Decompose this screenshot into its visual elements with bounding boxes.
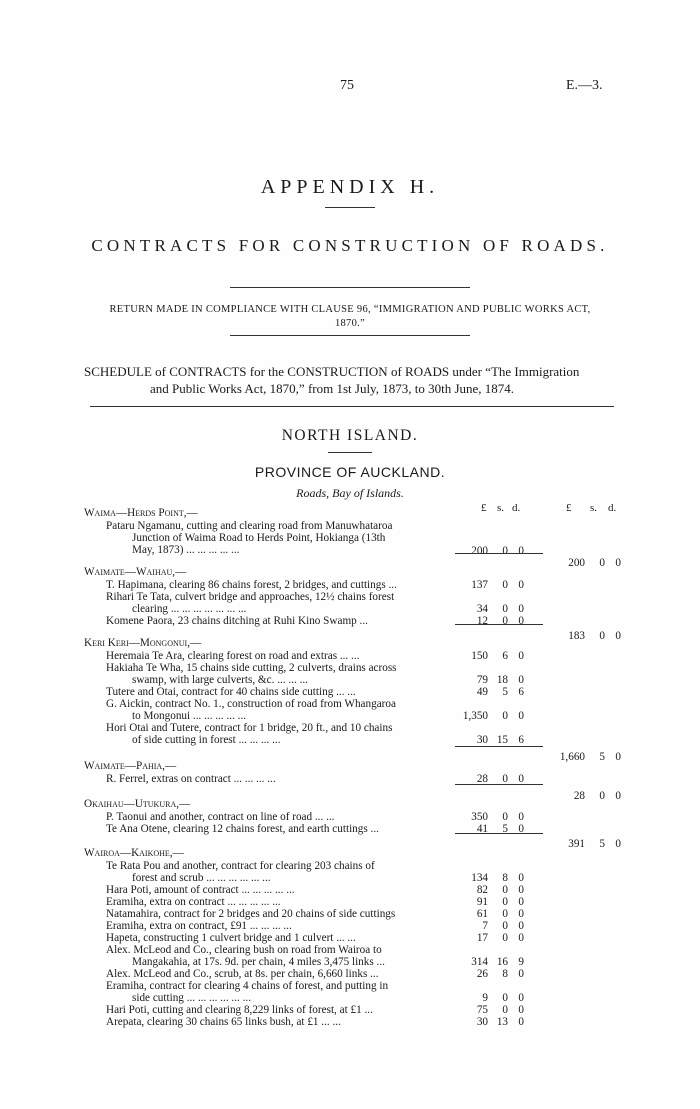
subsection-heading: Roads, Bay of Islands. [296, 486, 404, 500]
section-rule [455, 624, 543, 625]
contract-line: Hapeta, constructing 1 culvert bridge and 1 culvert ... ... [106, 932, 356, 944]
contract-line: Komene Paora, 23 chains ditching at Ruhi Kino Swamp ... [106, 615, 368, 627]
island-heading: NORTH ISLAND. [281, 427, 419, 444]
amount-pence: 6 [518, 734, 524, 746]
amount-pounds: 34 [476, 603, 488, 615]
amount-pounds: 82 [476, 884, 488, 896]
currency-pounds-1: £ [481, 502, 487, 514]
section-rule [455, 553, 543, 554]
amount-shillings: 5 [599, 838, 605, 850]
amount-shillings: 0 [502, 884, 508, 896]
contract-line: Hari Poti, cutting and clearing 8,229 links of forest, at £1 ... [106, 1004, 373, 1016]
amount-pounds: 9 [482, 992, 488, 1004]
section-rule [455, 833, 543, 834]
page-number: 75 [340, 78, 354, 93]
contract-line: Arepata, clearing 30 chains 65 links bush, at £1 ... ... [106, 1016, 341, 1028]
contract-line: clearing ... ... ... ... ... ... ... [132, 603, 247, 615]
contract-line: Eramiha, extra on contract, £91 ... ... ... ... [106, 920, 292, 932]
contract-line: Alex. McLeod and Co., scrub, at 8s. per chain, 6,660 links ... [106, 968, 379, 980]
amount-pounds: 350 [471, 811, 488, 823]
contract-line: forest and scrub ... ... ... ... ... ... [132, 872, 271, 884]
section-heading: Keri Keri—Mongonui,— [84, 637, 202, 649]
amount-shillings: 0 [502, 545, 508, 557]
amount-shillings: 0 [502, 896, 508, 908]
amount-pence: 6 [518, 686, 524, 698]
contract-line: of side cutting in forest ... ... ... ... [132, 734, 281, 746]
amount-pence: 0 [518, 932, 524, 944]
amount-pence: 0 [518, 872, 524, 884]
amount-pence: 0 [518, 908, 524, 920]
amount-pence: 0 [615, 557, 621, 569]
contract-line: Tutere and Otai, contract for 40 chains side cutting ... ... [106, 686, 356, 698]
section-heading: Okaihau—Utukura,— [84, 798, 191, 810]
amount-shillings: 0 [502, 773, 508, 785]
amount-pounds: 1,350 [462, 710, 488, 722]
amount-pounds: 314 [471, 956, 488, 968]
contract-line: Eramiha, extra on contract ... ... ... ... ... [106, 896, 281, 908]
amount-pence: 0 [615, 838, 621, 850]
currency-shillings-2: s. [590, 502, 598, 514]
amount-pence: 0 [518, 884, 524, 896]
amount-shillings: 0 [502, 932, 508, 944]
amount-pence: 0 [518, 773, 524, 785]
schedule-divider [90, 406, 614, 407]
amount-pounds: 26 [476, 968, 488, 980]
contract-line: Hara Poti, amount of contract ... ... ... ... ... [106, 884, 295, 896]
amount-pence: 0 [518, 650, 524, 662]
contract-line: Natamahira, contract for 2 bridges and 20 chains of side cuttings [106, 908, 396, 920]
amount-pence: 0 [615, 790, 621, 802]
section-rule [455, 784, 543, 785]
amount-pence: 0 [518, 992, 524, 1004]
contract-line: Mangakahia, at 17s. 9d. per chain, 4 miles 3,475 links ... [132, 956, 385, 968]
contract-line: R. Ferrel, extras on contract ... ... ... ... [106, 773, 276, 785]
amount-pence: 0 [518, 968, 524, 980]
amount-pounds: 49 [476, 686, 488, 698]
amount-pence: 0 [518, 603, 524, 615]
appendix-title: APPENDIX H. [260, 176, 440, 198]
contract-line: Junction of Waima Road to Herds Point, Hokianga (13th [132, 532, 386, 544]
contract-line: side cutting ... ... ... ... ... ... [132, 992, 252, 1004]
section-heading: Wairoa—Kaikohe,— [84, 847, 184, 859]
amount-pence: 9 [518, 956, 524, 968]
amount-shillings: 5 [502, 823, 508, 835]
contract-line: T. Hapimana, clearing 86 chains forest, 2 bridges, and cuttings ... [106, 579, 397, 591]
amount-shillings: 6 [502, 650, 508, 662]
amount-pounds: 79 [476, 674, 488, 686]
amount-pounds: 200 [568, 557, 585, 569]
contract-line: Hakiaha Te Wha, 15 chains side cutting, 2 culverts, drains across [106, 662, 397, 674]
amount-shillings: 0 [599, 557, 605, 569]
amount-shillings: 0 [502, 920, 508, 932]
amount-pence: 0 [518, 710, 524, 722]
title-divider [325, 207, 375, 208]
return-divider [230, 335, 470, 336]
amount-shillings: 0 [502, 908, 508, 920]
currency-pence-2: d. [608, 502, 617, 514]
contract-line: G. Aickin, contract No. 1., construction of road from Whangaroa [106, 698, 396, 710]
amount-shillings: 5 [599, 751, 605, 763]
amount-shillings: 0 [502, 1004, 508, 1016]
amount-shillings: 13 [496, 1016, 508, 1028]
amount-pounds: 30 [476, 734, 488, 746]
amount-pounds: 91 [476, 896, 488, 908]
amount-shillings: 16 [496, 956, 508, 968]
currency-pounds-2: £ [566, 502, 572, 514]
contract-line: Hori Otai and Tutere, contract for 1 bridge, 20 ft., and 10 chains [106, 722, 393, 734]
amount-shillings: 15 [496, 734, 508, 746]
amount-pounds: 134 [471, 872, 488, 884]
amount-pence: 0 [518, 579, 524, 591]
contract-line: Heremaia Te Ara, clearing forest on road and extras ... ... [106, 650, 360, 662]
amount-shillings: 0 [502, 992, 508, 1004]
amount-pounds: 200 [471, 545, 488, 557]
return-statement: RETURN MADE IN COMPLIANCE WITH CLAUSE 96, “IMMIGRATION AND PUBLIC WORKS ACT, 1870.” [109, 304, 591, 329]
currency-pence-1: d. [512, 502, 521, 514]
amount-pounds: 12 [476, 615, 488, 627]
amount-shillings: 18 [496, 674, 508, 686]
amount-pounds: 41 [476, 823, 488, 835]
amount-pounds: 28 [573, 790, 585, 802]
document-reference: E.—3. [566, 78, 603, 93]
schedule-line-1: SCHEDULE of CONTRACTS for the CONSTRUCTION of ROADS under “The Immigration [84, 364, 580, 379]
amount-shillings: 0 [502, 579, 508, 591]
contract-line: Alex. McLeod and Co., clearing bush on road from Wairoa to [106, 944, 382, 956]
contract-line: P. Taonui and another, contract on line of road ... ... [106, 811, 335, 823]
amount-shillings: 0 [502, 603, 508, 615]
schedule-line-2: and Public Works Act, 1870,” from 1st July, 1873, to 30th June, 1874. [150, 381, 515, 396]
province-heading: PROVINCE OF AUCKLAND. [254, 464, 446, 480]
schedule-heading [84, 363, 624, 397]
contract-line: swamp, with large culverts, &c. ... ... ... [132, 674, 308, 686]
amount-pounds: 150 [471, 650, 488, 662]
amount-pence: 0 [518, 823, 524, 835]
amount-pounds: 30 [476, 1016, 488, 1028]
contract-line: to Mongonui ... ... ... ... ... [132, 710, 247, 722]
contract-line: May, 1873) ... ... ... ... ... [132, 544, 240, 556]
amount-pence: 0 [615, 630, 621, 642]
amount-pounds: 183 [568, 630, 585, 642]
contract-line: Rihari Te Tata, culvert bridge and approaches, 12½ chains forest [106, 591, 395, 603]
amount-shillings: 0 [502, 615, 508, 627]
amount-pounds: 137 [471, 579, 488, 591]
amount-shillings: 0 [599, 630, 605, 642]
contract-line: Te Rata Pou and another, contract for clearing 203 chains of [106, 860, 375, 872]
amount-pounds: 61 [476, 908, 488, 920]
section-rule [455, 746, 543, 747]
amount-pence: 0 [518, 920, 524, 932]
contract-line: Te Ana Otene, clearing 12 chains forest, and earth cuttings ... [106, 823, 379, 835]
amount-pence: 0 [518, 615, 524, 627]
amount-pounds: 17 [476, 932, 488, 944]
contract-line: Pataru Ngamanu, cutting and clearing road from Manuwhataroa [106, 520, 393, 532]
contract-line: Eramiha, contract for clearing 4 chains of forest, and putting in [106, 980, 389, 992]
amount-shillings: 0 [502, 811, 508, 823]
amount-pounds: 391 [568, 838, 585, 850]
amount-shillings: 8 [502, 968, 508, 980]
subtitle-divider [230, 287, 470, 288]
amount-pounds: 7 [482, 920, 488, 932]
amount-pence: 0 [518, 1004, 524, 1016]
section-heading: Waima—Herds Point,— [84, 507, 198, 519]
island-divider [328, 452, 372, 453]
amount-pence: 0 [518, 896, 524, 908]
amount-pounds: 1,660 [559, 751, 585, 763]
section-heading: Waimate—Waihau,— [84, 566, 187, 578]
contracts-title: CONTRACTS FOR CONSTRUCTION OF ROADS. [91, 236, 609, 255]
amount-pence: 0 [518, 1016, 524, 1028]
amount-pounds: 75 [476, 1004, 488, 1016]
amount-shillings: 8 [502, 872, 508, 884]
currency-shillings-1: s. [497, 502, 505, 514]
amount-shillings: 5 [502, 686, 508, 698]
amount-shillings: 0 [502, 710, 508, 722]
section-heading: Waimate—Pahia,— [84, 760, 177, 772]
amount-pounds: 28 [476, 773, 488, 785]
amount-pence: 0 [518, 545, 524, 557]
amount-pence: 0 [518, 811, 524, 823]
amount-pence: 0 [518, 674, 524, 686]
amount-pence: 0 [615, 751, 621, 763]
amount-shillings: 0 [599, 790, 605, 802]
